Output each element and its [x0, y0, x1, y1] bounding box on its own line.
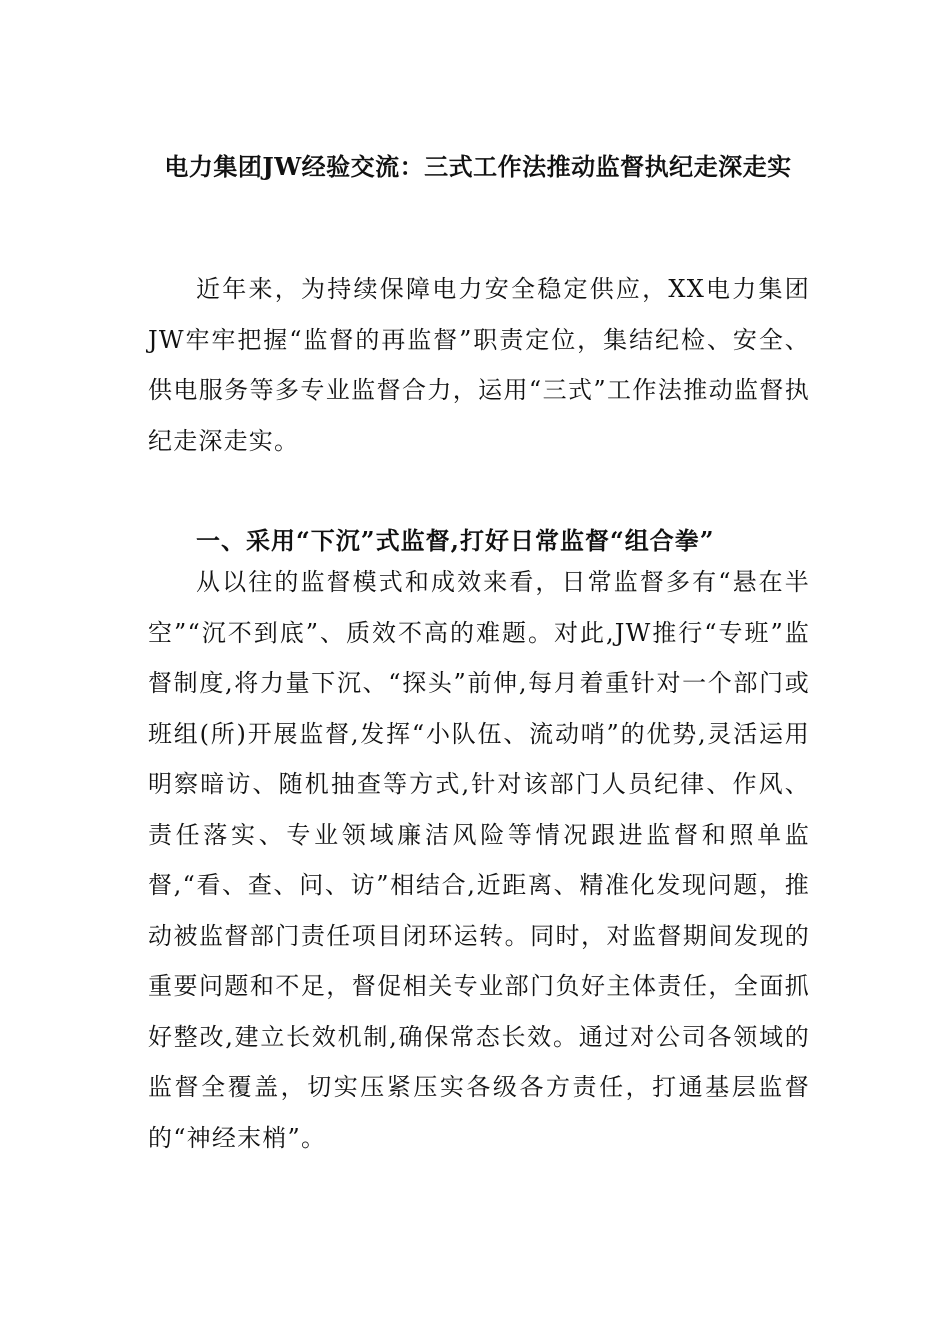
intro-paragraph: 近年来，为持续保障电力安全稳定供应，XX电力集团JW牢牢把握“监督的再监督”职责定位，集结纪检、安全、供电服务等多专业监督合力，运用“三式”工作法推动监督执纪走深走实。: [148, 275, 810, 455]
document-title: 电力集团JW经验交流：三式工作法推动监督执纪走深走实: [164, 152, 792, 182]
section-heading: 一、采用“下沉”式监督,打好日常监督“组合拳”: [196, 525, 715, 555]
section-body-paragraph: 从以往的监督模式和成效来看，日常监督多有“悬在半空”“沉不到底”、质效不高的难题。对此,JW推行“专班”监督制度,将力量下沉、“探头”前伸,每月着重针对一个部门或班组(所)开展监督,发挥“小队伍、流动哨”的优势,灵活运用明察暗访、随机抽查等方式,针对该部门人员纪律、作风、责任落实、专业领域廉洁风险等情况跟进监督和照单监督,“看、查、问、访”相结合,近距离、精准化发现问题，推动被监督部门责任项目闭环运转。同时，对监督期间发现的重要问题和不足，督促相关专业部门负好主体责任，全面抓好整改,建立长效机制,确保常态长效。通过对公司各领域的监督全覆盖，切实压紧压实各级各方责任，打通基层监督的“神经末梢”。: [148, 568, 810, 1152]
